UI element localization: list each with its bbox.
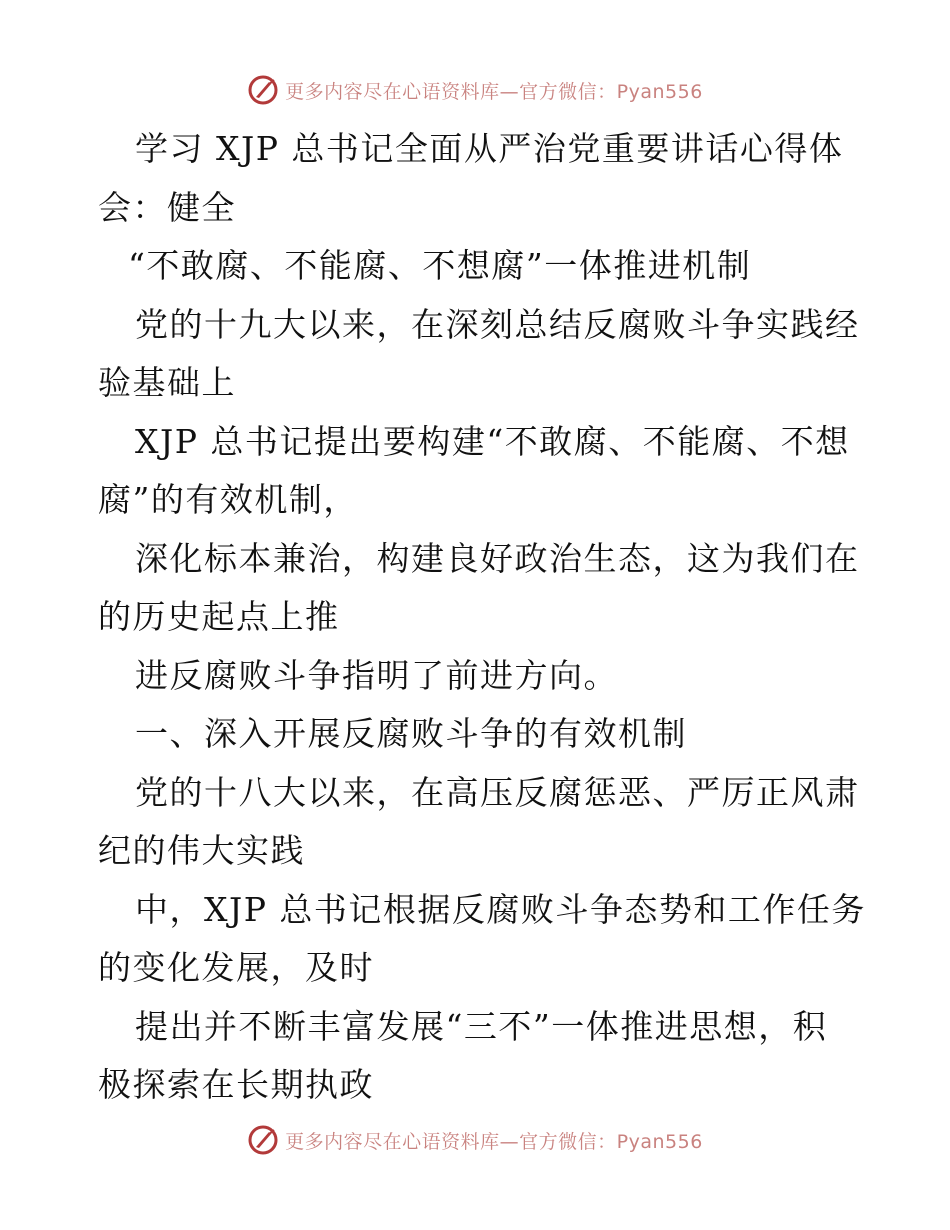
watermark-text: 更多内容尽在心语资料库—官方微信：Pyan556 — [285, 80, 703, 103]
quill-logo-icon — [247, 1124, 279, 1156]
paragraph-line: 深化标本兼治，构建良好政治生态，这为我们在 — [135, 538, 860, 578]
title-line-2: 会：健全 — [98, 187, 236, 227]
footer-watermark — [0, 1120, 950, 1160]
paragraph-line: 验基础上 — [98, 363, 236, 402]
section-heading: 一、深入开展反腐败斗争的有效机制 — [135, 714, 687, 753]
document-body — [98, 120, 866, 1115]
paragraph-line: 腐”的有效机制， — [98, 480, 358, 519]
paragraph-line: 纪的伟大实践 — [98, 831, 305, 870]
paragraph-line: 党的十八大以来，在高压反腐惩恶、严厉正风肃 — [135, 772, 860, 812]
paragraph-line: 提出并不断丰富发展“三不”一体推进思想，积 — [135, 1006, 828, 1046]
quill-logo-icon — [247, 74, 279, 106]
paragraph-line: 的历史起点上推 — [98, 597, 340, 636]
paragraph-line: 进反腐败斗争指明了前进方向。 — [135, 655, 618, 695]
paragraph-line: 极探索在长期执政 — [98, 1065, 374, 1104]
watermark-text: 更多内容尽在心语资料库—官方微信：Pyan556 — [285, 1130, 703, 1153]
paragraph-line: 党的十九大以来，在深刻总结反腐败斗争实践经 — [135, 304, 860, 344]
title-line-1: 学习 XJP 总书记全面从严治党重要讲话心得体 — [135, 129, 844, 168]
paragraph-line: 中，XJP 总书记根据反腐败斗争态势和工作任务 — [135, 889, 866, 929]
header-watermark — [0, 70, 950, 110]
paragraph-line: 的变化发展，及时 — [98, 948, 374, 987]
subtitle-line: “不敢腐、不能腐、不想腐”一体推进机制 — [128, 246, 752, 285]
paragraph-line: XJP 总书记提出要构建“不敢腐、不能腐、不想 — [135, 421, 850, 461]
